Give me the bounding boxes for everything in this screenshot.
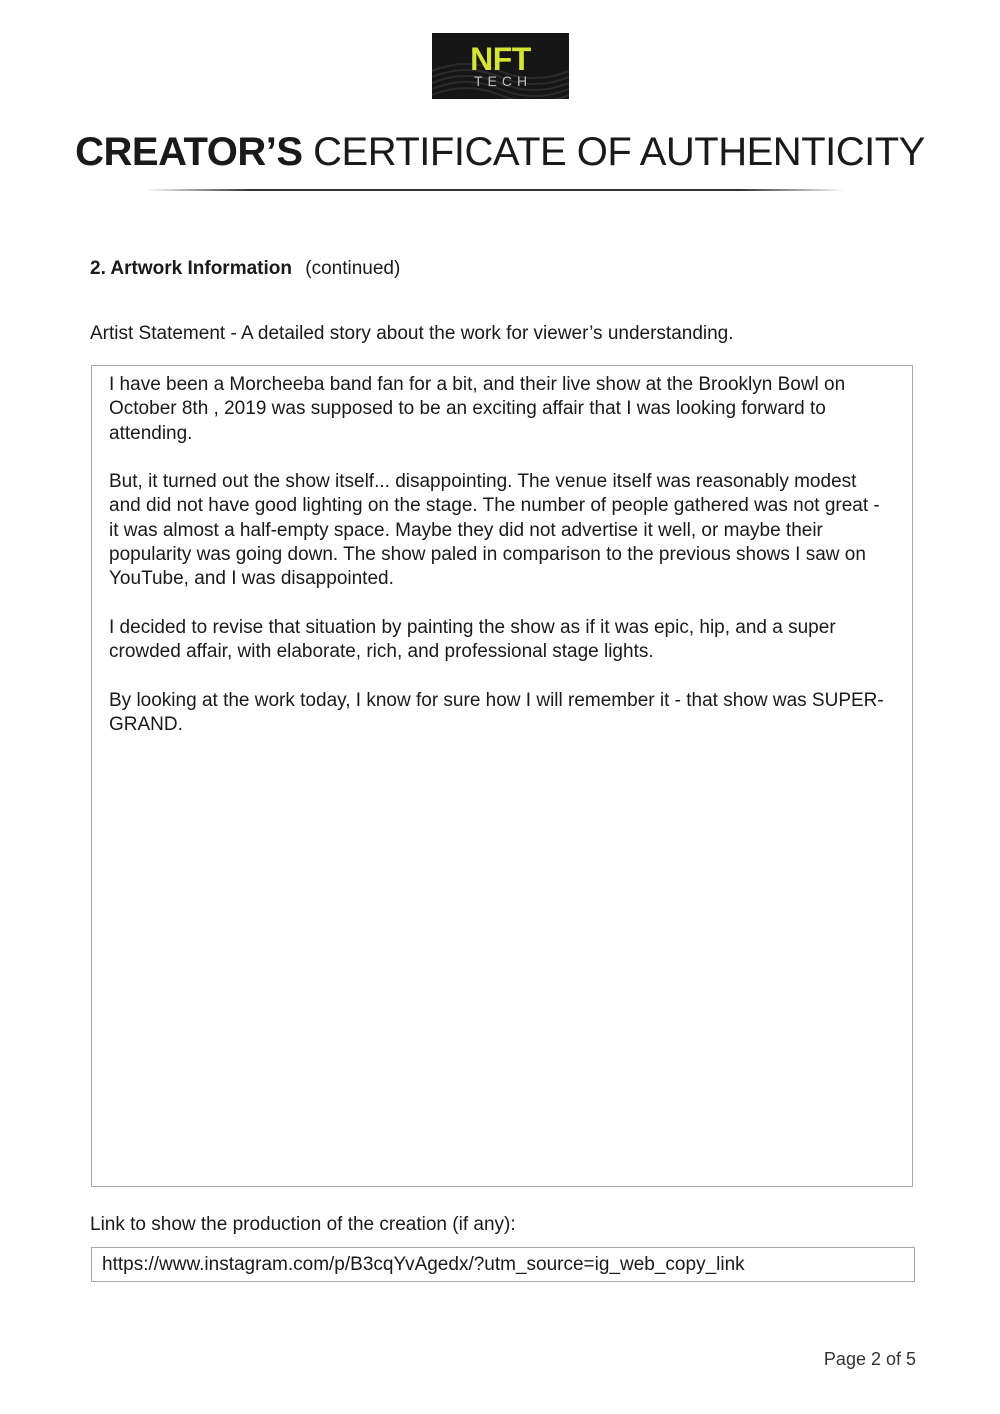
title-divider: [145, 189, 845, 191]
artist-statement-field[interactable]: [91, 365, 913, 1187]
section-heading: [90, 256, 400, 282]
section-note: (continued): [305, 258, 401, 279]
title-regular-part: CERTIFICATE OF AUTHENTICITY: [313, 130, 925, 174]
production-link-label: Link to show the production of the creation (if any):: [90, 1214, 516, 1235]
logo-text-nft: NFT: [470, 41, 531, 77]
nft-tech-logo: [432, 33, 569, 99]
document-title: [0, 128, 1000, 176]
logo-text-tech: TECH: [473, 73, 533, 89]
statement-paragraph: I decided to revise that situation by painting the show as if it was epic, hip, and a super crowded affair, with elaborate, rich, and professional stage lights.: [109, 616, 836, 663]
page-number: Page 2 of 5: [823, 1349, 916, 1369]
artist-statement-text: [109, 373, 889, 762]
section-title: 2. Artwork Information: [90, 258, 292, 279]
statement-paragraph: By looking at the work today, I know for sure how I will remember it - that show was SUPER-GRAND.: [109, 689, 884, 736]
production-link-value: https://www.instagram.com/p/B3cqYvAgedx/?utm_source=ig_web_copy_link: [102, 1254, 745, 1275]
statement-paragraph: I have been a Morcheeba band fan for a bit, and their live show at the Brooklyn Bowl on October 8th , 2019 was supposed to be an exciting affair that I was looking forward to attending.: [109, 374, 846, 444]
artist-statement-label: Artist Statement - A detailed story about the work for viewer’s understanding.: [90, 323, 734, 344]
statement-paragraph: But, it turned out the show itself... disappointing. The venue itself was reasonably modest and did not have good lighting on the stage. The number of people gathered was not great - it was almost a half-empty space. Maybe they did not advertise it well, or maybe their popularity was going down. The show paled in comparison to the previous shows I saw on YouTube, and I was disappointed.: [109, 471, 880, 590]
title-bold-part: CREATOR’S: [75, 130, 303, 174]
production-link-field[interactable]: [91, 1247, 915, 1282]
